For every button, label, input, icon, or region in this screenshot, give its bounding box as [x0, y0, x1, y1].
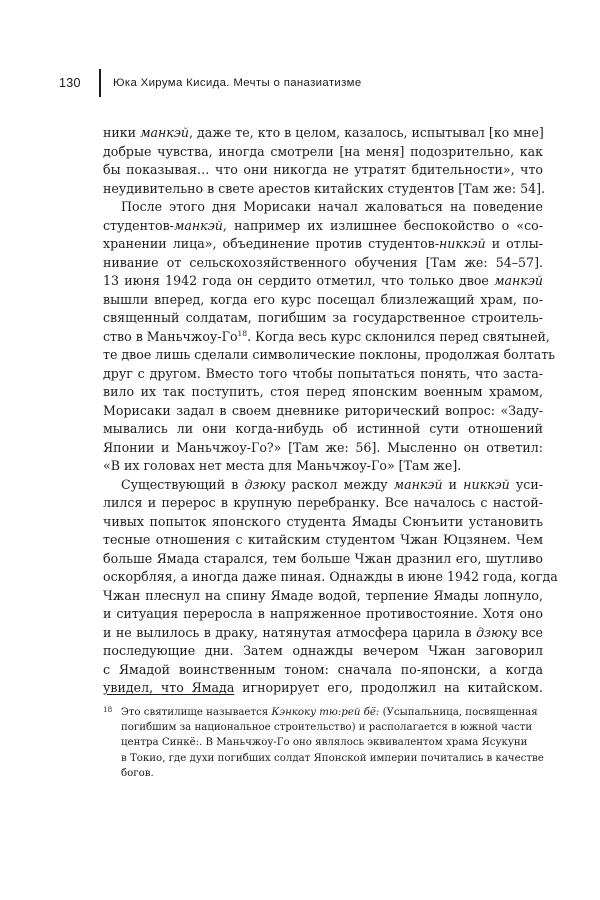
body-text: [103, 124, 558, 698]
text-segment: вышли вперед, когда его курс посещал близлежащий храм, по-: [103, 291, 543, 307]
text-segment: в Токио, где духи погибших солдат Японской империи почитались в качестве: [121, 752, 544, 764]
running-header: [0, 69, 600, 99]
text-segment: уси-: [509, 476, 543, 492]
text-line: [103, 550, 543, 569]
text-line: [103, 494, 543, 513]
text-segment: хранении лица», объединение против студентов-: [103, 236, 439, 251]
text-segment: Существующий в: [121, 476, 245, 492]
text-segment: с Ямадой воинственным тоном: сначала по-японски, а когда: [103, 661, 543, 677]
text-line: [103, 661, 543, 680]
text-segment: Это святилище называется: [121, 707, 272, 718]
text-line: [103, 476, 543, 495]
text-line: [103, 254, 543, 273]
text-line: [103, 531, 543, 550]
text-segment: «В их головах нет места для Маньчжоу-Го» [Там же].: [103, 458, 462, 473]
text-segment: Чжан плеснул на спину Ямаде водой, терпение Ямады лопнуло,: [103, 587, 543, 603]
text-segment: тесные отношения с китайским студентом Чжан Юцзянем. Чем: [103, 532, 543, 547]
text-line: [103, 272, 543, 291]
text-segment: друг с другом. Вместо того чтобы попытаться понять, что заста-: [103, 365, 543, 381]
text-line: [103, 513, 543, 532]
text-segment: чивых попыток японского студента Ямады Сюнъити установить: [103, 513, 543, 529]
text-segment: игнорирует его, продолжил на китайском.: [234, 680, 543, 695]
text-segment: оскорбляя, а иногда даже пиная. Однажды в июне 1942 года, когда: [103, 569, 558, 584]
text-line: [103, 217, 543, 236]
text-segment: . Когда весь курс склонился перед святыней,: [247, 328, 550, 344]
text-line: [103, 720, 543, 735]
text-line: [103, 161, 543, 180]
text-line: [103, 420, 543, 439]
text-line: [103, 766, 543, 781]
italic-term: Кэнкоку тю:рей бё:: [271, 707, 380, 718]
text-segment: те двое лишь сделали символические поклоны, продолжая болтать: [103, 347, 556, 362]
italic-term: манкэй: [393, 476, 443, 492]
text-line: [103, 346, 556, 365]
text-segment: лился и перерос в крупную перебранку. Все началось с настой-: [103, 495, 543, 510]
text-line: [103, 705, 543, 720]
text-segment: (Усыпальница, посвященная: [379, 707, 538, 718]
footnote-text: [103, 705, 543, 781]
text-segment: богов.: [121, 767, 154, 779]
italic-term: никкэй: [439, 236, 486, 251]
header-divider: [99, 69, 101, 97]
text-line: [103, 568, 558, 587]
italic-term: дзюку: [244, 476, 286, 492]
text-segment: погибшим за национальное строительство) и располагается в южной части: [121, 722, 533, 734]
text-segment: ники: [103, 125, 141, 140]
text-segment: центра Синкё:. В Маньчжоу-Го оно являлось эквивалентом храма Ясукуни: [121, 737, 528, 749]
text-line: [103, 309, 543, 328]
text-line: [103, 402, 543, 421]
text-line: [103, 328, 550, 347]
text-segment: студентов-: [103, 217, 174, 233]
text-segment: 13 июня 1942 года он сердито отметил, что только двое: [103, 273, 495, 288]
text-segment: больше Ямада старался, тем больше Чжан дразнил его, шутливо: [103, 550, 543, 566]
text-line: [103, 439, 543, 458]
footnote-reference: 18: [237, 328, 248, 338]
text-segment: священный солдатам, погибшим за государственное строитель-: [103, 310, 543, 325]
page-number: 130: [59, 76, 81, 90]
text-segment: и отлы-: [485, 236, 543, 251]
footnote-mark: 18: [103, 705, 113, 714]
text-segment: и ситуация переросла в напряженное противостояние. Хотя оно: [103, 606, 543, 621]
text-segment: последующие дни. Затем однажды вечером Чжан заговорил: [103, 643, 543, 658]
text-line: [103, 605, 543, 624]
text-segment: и: [442, 476, 464, 492]
text-segment: добрые чувства, иногда смотрели [на меня] подозрительно, как: [103, 143, 543, 159]
text-segment: После этого дня Морисаки начал жаловаться на поведение: [121, 199, 543, 214]
text-line: [103, 124, 543, 143]
text-segment: и не вылилось в драку, натянутая атмосфера царила в: [103, 624, 477, 640]
footnote: [103, 705, 543, 781]
italic-term: манкэй: [173, 217, 223, 233]
text-segment: нивание от сельскохозяйственного обучения [Там же: 54–57].: [103, 254, 543, 270]
text-line: [103, 291, 543, 310]
text-line: [103, 198, 543, 217]
text-line: [103, 457, 543, 476]
text-segment: , например их излишнее беспокойство о «со-: [222, 217, 543, 233]
text-line: [103, 235, 543, 254]
text-segment: Японии и Маньчжоу-Го?» [Там же: 56]. Мысленно он ответил:: [103, 439, 543, 455]
text-line: [103, 679, 543, 698]
running-title: Юка Хирума Кисида. Мечты о паназиатизме: [113, 77, 362, 89]
italic-term: никкэй: [463, 476, 510, 492]
text-segment: ство в Маньчжоу-Го: [103, 328, 238, 344]
text-segment: увидел, что Ямада: [103, 680, 235, 695]
text-line: [103, 624, 543, 643]
text-segment: бы показывая… что они никогда не утратят бдительности», что: [103, 162, 543, 177]
italic-term: дзюку: [476, 624, 517, 640]
text-segment: все: [516, 624, 543, 640]
italic-term: манкэй: [140, 125, 189, 140]
text-line: [103, 751, 543, 766]
text-line: [103, 365, 543, 384]
text-line: [103, 143, 543, 162]
text-segment: Морисаки задал в своем дневнике риторический вопрос: «Заду-: [103, 402, 543, 418]
text-line: [103, 642, 543, 661]
text-line: [103, 180, 546, 199]
text-line: [103, 383, 543, 402]
text-line: [103, 587, 543, 606]
text-segment: неудивительно в свете арестов китайских студентов [Там же: 54].: [103, 180, 546, 196]
text-segment: вило их так поступить, стоя перед японским военным храмом,: [103, 384, 543, 399]
text-segment: , даже те, кто в целом, казалось, испытывал [ко мне]: [189, 125, 544, 140]
text-segment: раскол между: [285, 476, 394, 492]
italic-term: манкэй: [494, 273, 543, 288]
text-segment: мывались ли они когда-нибудь об истинной сути отношений: [103, 421, 543, 436]
text-line: [103, 735, 543, 750]
